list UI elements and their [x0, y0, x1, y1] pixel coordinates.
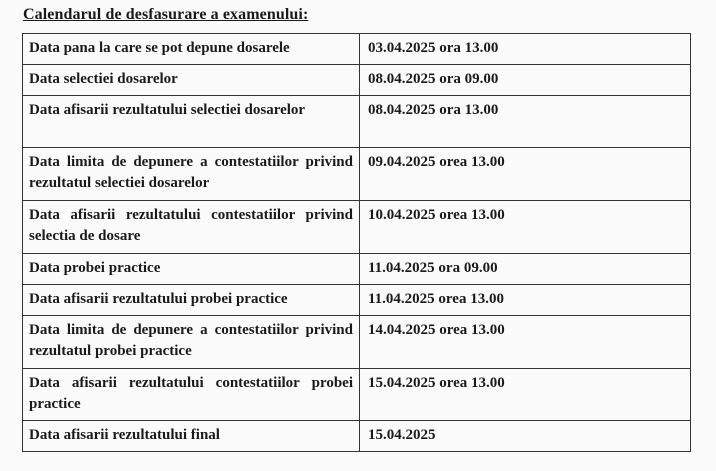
row-label: Data afisarii rezultatului final: [23, 421, 360, 452]
table-row: [23, 65, 691, 96]
row-value: 15.04.2025 orea 13.00: [360, 369, 691, 421]
row-value: 11.04.2025 ora 09.00: [360, 254, 691, 285]
row-value: 08.04.2025 ora 13.00: [360, 96, 691, 148]
row-label: Data limita de depunere a contestatiilor privind rezultatul selectiei dosarelor: [23, 148, 360, 201]
row-label: Data afisarii rezultatului contestatiilor probei practice: [23, 369, 360, 421]
row-value: 10.04.2025 orea 13.00: [360, 201, 691, 254]
row-value: 08.04.2025 ora 09.00: [360, 65, 691, 96]
row-label: Data afisarii rezultatului selectiei dosarelor: [23, 96, 360, 148]
row-label: Data probei practice: [23, 254, 360, 285]
table-row: [23, 285, 691, 316]
row-value: 14.04.2025 orea 13.00: [360, 316, 691, 369]
row-label: Data afisarii rezultatului contestatiilor privind selectia de dosare: [23, 201, 360, 254]
exam-schedule-table: [22, 33, 691, 452]
table-row: [23, 96, 691, 148]
table-row: [23, 201, 691, 254]
row-label: Data pana la care se pot depune dosarele: [23, 34, 360, 65]
row-value: 15.04.2025: [360, 421, 691, 452]
row-value: 11.04.2025 orea 13.00: [360, 285, 691, 316]
table-row: [23, 148, 691, 201]
row-value: 09.04.2025 orea 13.00: [360, 148, 691, 201]
table-row: [23, 316, 691, 369]
document-title: Calendarul de desfasurare a examenului:: [23, 6, 309, 23]
row-value: 03.04.2025 ora 13.00: [360, 34, 691, 65]
row-label: Data afisarii rezultatului probei practice: [23, 285, 360, 316]
table-row: [23, 421, 691, 452]
row-label: Data selectiei dosarelor: [23, 65, 360, 96]
row-label: Data limita de depunere a contestatiilor privind rezultatul probei practice: [23, 316, 360, 369]
table-row: [23, 369, 691, 421]
table-row: [23, 254, 691, 285]
table-row: [23, 34, 691, 65]
